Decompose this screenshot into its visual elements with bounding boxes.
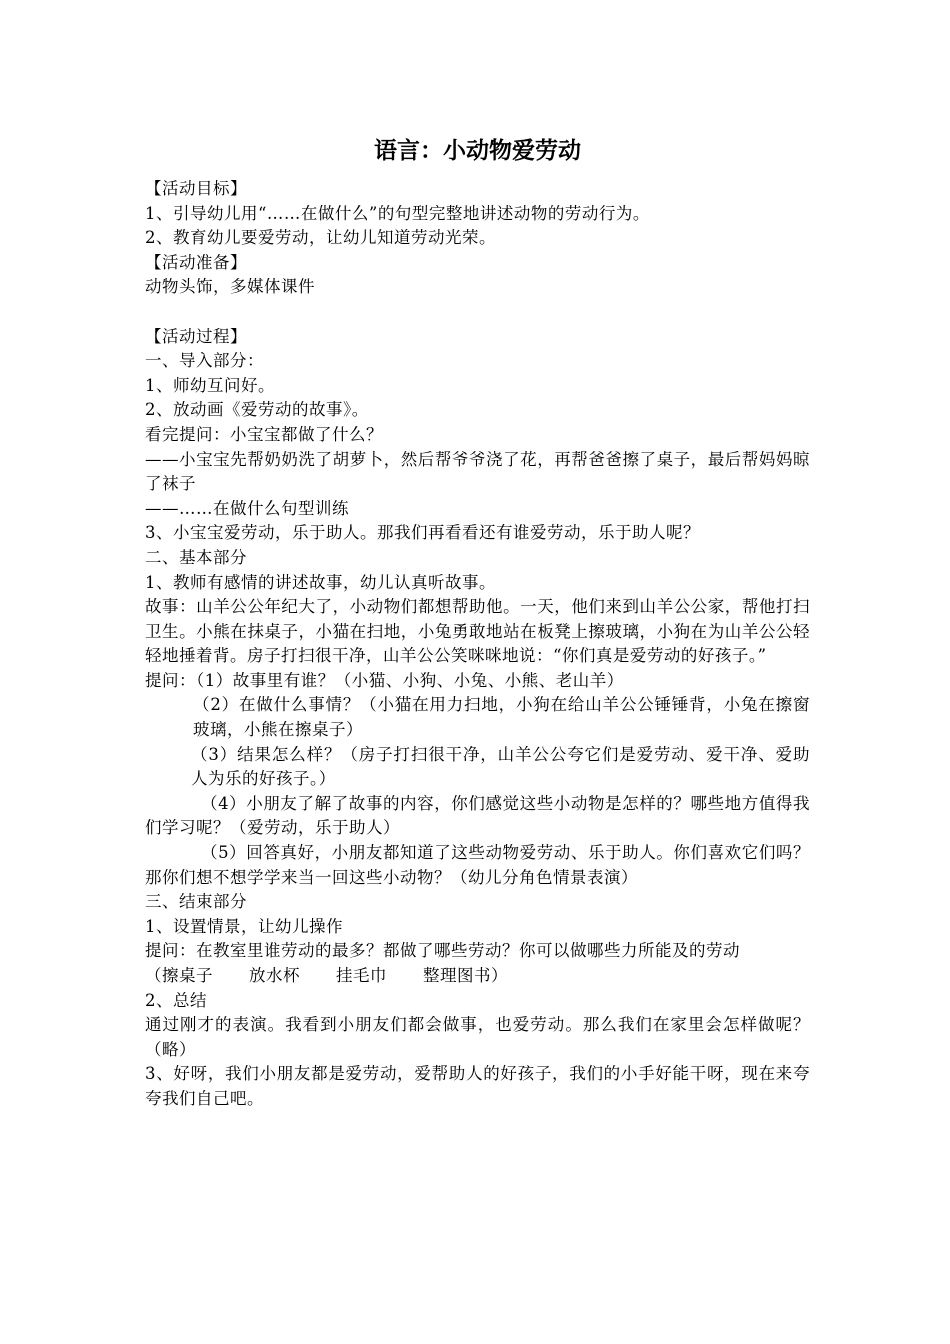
intro-step-1: 1、师幼互问好。: [145, 375, 275, 395]
chore-item: 挂毛巾: [336, 966, 387, 985]
ending-step-1: 1、设置情景，让幼儿操作: [145, 916, 343, 936]
intro-drill: ——……在做什么句型训练: [145, 498, 349, 518]
intro-step-2: 2、放动画《爱劳动的故事》。: [145, 400, 369, 420]
summary-paragraph: 通过刚才的表演。我看到小朋友们都会做事，也爱劳动。那么我们在家里会怎样做呢？（略）: [145, 1015, 810, 1059]
question-3: （3）结果怎么样？（房子打扫很干净，山羊公公夸它们是爱劳动、爱干净、爱助人为乐的好孩子。）: [191, 744, 810, 789]
chore-item: 整理图书）: [423, 966, 508, 985]
chore-item: 放水杯: [249, 966, 300, 985]
question-4: （4）小朋友了解了故事的内容，你们感觉这些小动物是怎样的？哪些地方值得我们学习呢？（爱劳动，乐于助人）: [145, 793, 810, 838]
section-heading-goals: 【活动目标】: [145, 179, 247, 198]
part-heading-main: 二、基本部分: [145, 547, 247, 567]
document-page: [145, 134, 810, 1112]
ending-step-2: 2、总结: [145, 990, 207, 1010]
goal-item-1: 1、引导幼儿用“……在做什么”的句型完整地讲述动物的劳动行为。: [145, 203, 650, 223]
document-title: 语言：小动物爱劳动: [374, 138, 581, 164]
intro-step-3: 3、小宝宝爱劳动，乐于助人。那我们再看看还有谁爱劳动，乐于助人呢？: [145, 523, 700, 543]
closing-paragraph: 3、好呀，我们小朋友都是爱劳动，爱帮助人的好孩子，我们的小手好能干呀，现在来夸夸我们自己吧。: [145, 1064, 810, 1108]
part-heading-ending: 三、结束部分: [145, 892, 247, 912]
ending-question: 提问：在教室里谁劳动的最多？都做了哪些劳动？你可以做哪些力所能及的劳动: [145, 941, 740, 961]
part-heading-intro: 一、导入部分：: [145, 351, 264, 371]
blank-line: [145, 300, 810, 325]
question-2: （2）在做什么事情？（小猫在用力扫地，小狗在给山羊公公锤锤背，小兔在擦窗玻璃，小熊在擦桌子）: [193, 695, 810, 740]
story-paragraph: 故事：山羊公公年纪大了，小动物们都想帮助他。一天，他们来到山羊公公家，帮他打扫卫生。小熊在抹桌子，小猫在扫地，小兔勇敢地站在板凳上擦玻璃，小狗在为山羊公公轻轻地捶着背。房子打扫很干净，山羊公公笑咪咪地说：“你们真是爱劳动的好孩子。”: [145, 597, 810, 666]
section-heading-process: 【活动过程】: [145, 326, 247, 346]
chore-list: [145, 964, 810, 989]
intro-answer: ——小宝宝先帮奶奶洗了胡萝卜，然后帮爷爷浇了花，再帮爸爸擦了桌子，最后帮妈妈晾了袜子: [145, 449, 810, 494]
question-5: （5）回答真好，小朋友都知道了这些动物爱劳动、乐于助人。你们喜欢它们吗？那你们想不想学学来当一回这些小动物？（幼儿分角色情景表演）: [145, 843, 810, 887]
goal-item-2: 2、教育幼儿要爱劳动，让幼儿知道劳动光荣。: [145, 228, 496, 248]
preparation-text: 动物头饰，多媒体课件: [145, 277, 315, 297]
main-step-1: 1、教师有感情的讲述故事，幼儿认真听故事。: [145, 572, 496, 592]
chore-item: （擦桌子: [145, 966, 213, 985]
intro-question: 看完提问：小宝宝都做了什么？: [145, 424, 383, 444]
question-1: 提问：（1）故事里有谁？（小猫、小狗、小兔、小熊、老山羊）: [145, 670, 624, 690]
section-heading-preparation: 【活动准备】: [145, 252, 247, 272]
